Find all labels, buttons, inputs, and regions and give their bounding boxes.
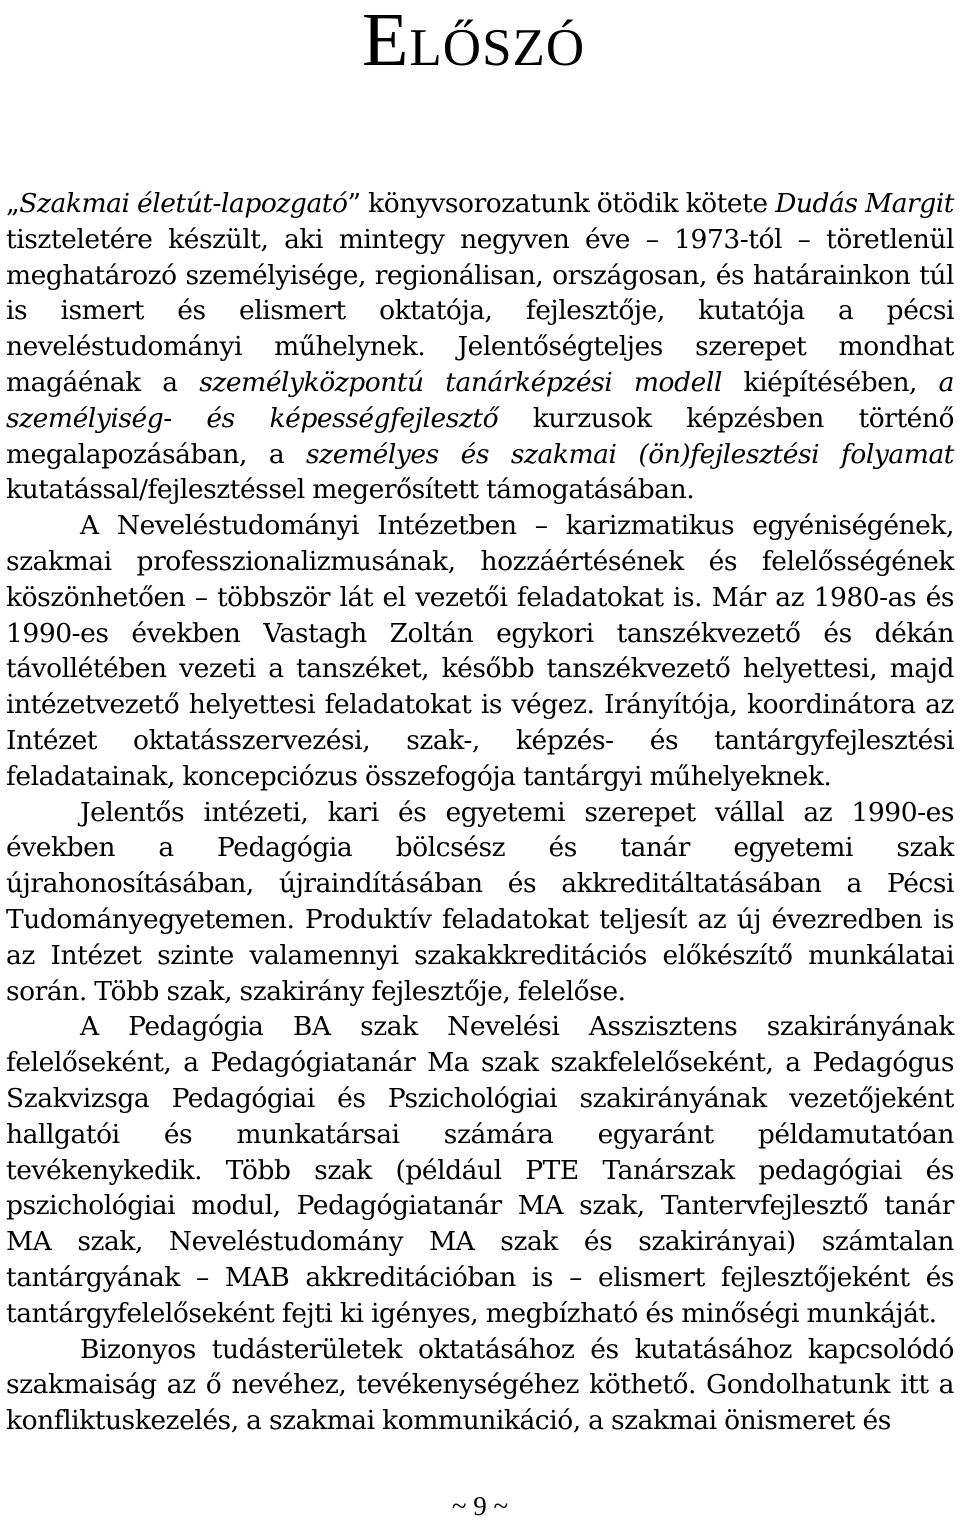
page-title: Előszó <box>362 0 586 82</box>
text-run: könyvsorozatunk ötödik kötete <box>360 188 776 219</box>
emphasis-model: személyközpontú tanárképzési modell <box>199 366 722 398</box>
opening-quote: „ <box>6 188 20 219</box>
paragraph <box>6 186 954 508</box>
body-text <box>6 186 954 1439</box>
paragraph: Jelentős intézeti, kari és egyetemi szerepet vállal az 1990-es években a Pedagógia bölcsész és tanár egyetemi szak újrahonosításában, újraindításában és akkreditáltatásában a Pécsi Tudományegyetemen. Produktív feladatokat teljesít az új évezredben is az Intézet szinte valamennyi szakakkreditációs előkészítő munkálatai során. Több szak, szakirány fejlesztője, felelőse. <box>6 796 954 1007</box>
closing-quote: ” <box>347 188 361 219</box>
paragraph: A Pedagógia BA szak Nevelési Asszisztens szakirányának felelőseként, a Pedagógiatanár Ma szak szakfelelőseként, a Pedagógus Szakvizsga Pedagógiai és Pszichológiai szakirányának vezetőjeként hallgatói és munkatársai számára egyaránt példamutatóan tevékenykedik. Több szak (például PTE Tanárszak pedagógiai és pszichológiai modul, Pedagógiatanár MA szak, Tantervfejlesztő tanár MA szak, Neveléstudomány MA szak és szakirányai) számtalan tantárgyának – MAB akkreditációban is – elismert fejlesztőjeként és tantárgyfelelőseként fejti ki igényes, megbízható és minőségi munkáját. <box>6 1011 954 1329</box>
paragraph: Bizonyos tudásterületek oktatásához és kutatásához kapcsolódó szakmaiság az ő nevéhez, tevékenységéhez köthető. Gondolhatunk itt a konfliktuskezelés, a szakmai kommunikáció, a szakmai önismeret és <box>6 1333 954 1437</box>
text-run: tiszteletére készült, aki mintegy negyven éve – 1973-tól – töretlenül meghatározó személyisége, regionálisan, országosan, és határainkon túl is ismert és elismert oktatója, fejlesztője, kutatója a pécsi neveléstudományi műhelynek. Jelentőségteljes szerepet mondhat magáénak a <box>6 223 954 398</box>
text-run: kutatással/fejlesztéssel megerősített támogatásában. <box>6 474 695 506</box>
page-number: ~ 9 ~ <box>451 1491 509 1521</box>
honoree-name: Dudás Margit <box>775 188 955 219</box>
series-title: Szakmai életút-lapozgató <box>19 188 348 219</box>
emphasis-process: személyes és szakmai (ön)fejlesztési folyamat <box>306 438 954 470</box>
text-run: kiépítésében, <box>721 366 939 398</box>
paragraph: A Neveléstudományi Intézetben – karizmatikus egyéniségének, szakmai professzionalizmusának, hozzáértésének és felelősségének köszönhetően – többször lát el vezetői feladatokat is. Már az 1980-as és 1990-es években Vastagh Zoltán egykori tanszékvezető és dékán távollétében vezeti a tanszéket, később tanszékvezető helyettesi, majd intézetvezető helyettesi feladatokat is végez. Irányítója, koordinátora az Intézet oktatásszervezési, szak-, képzés- és tantárgyfejlesztési feladatainak, koncepciózus összefogója tantárgyi műhelyeknek. <box>6 510 954 792</box>
text-run: kurzusok képzésben történő megalapozásában, a <box>6 402 954 470</box>
emphasis-courses: a személyiség- és képességfejlesztő <box>6 366 954 434</box>
